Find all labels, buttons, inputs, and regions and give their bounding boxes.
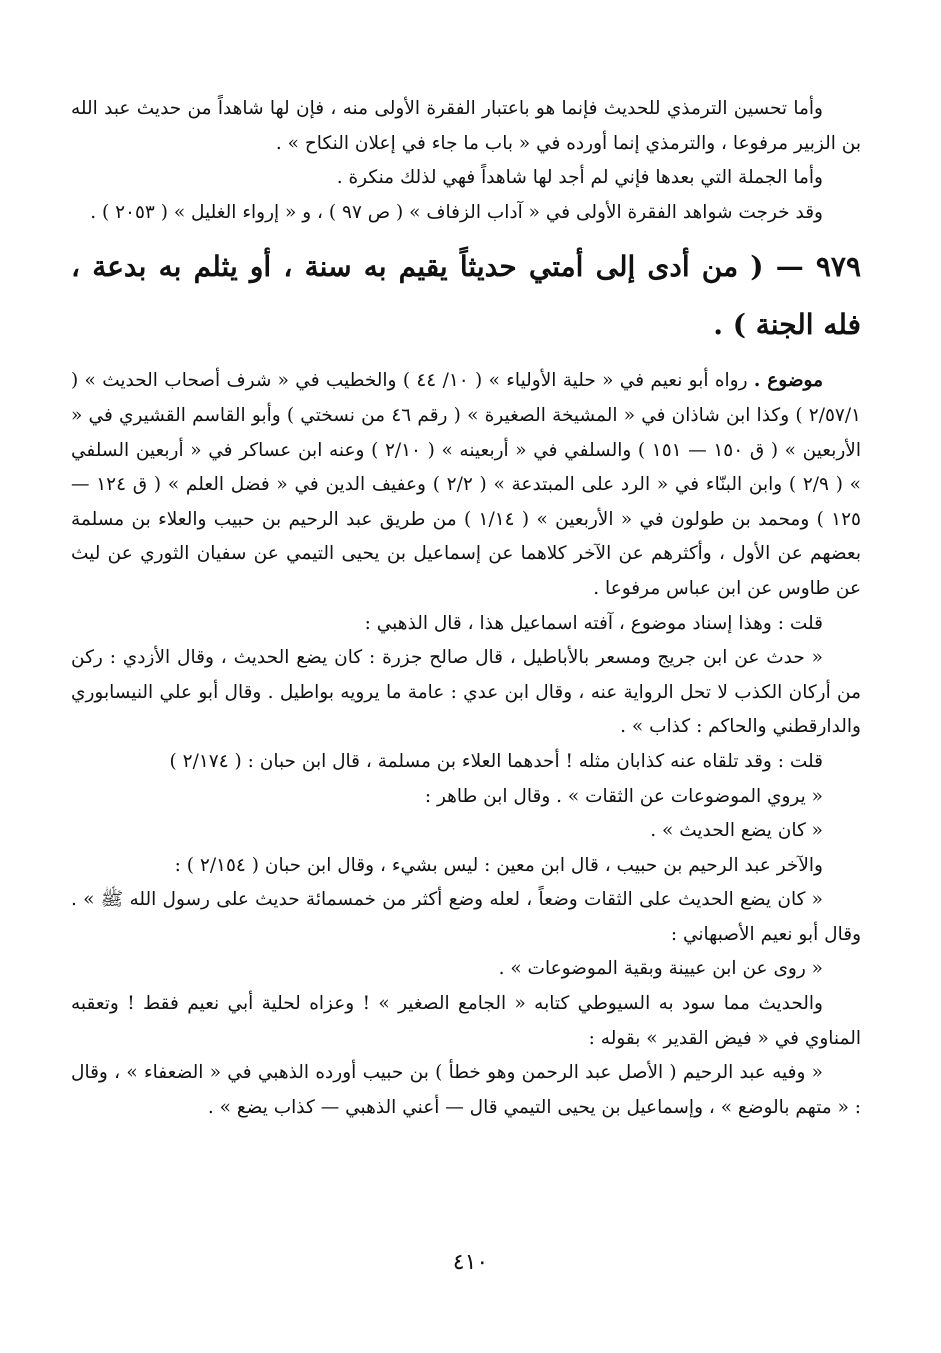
quote: « يروي الموضوعات عن الثقات » . وقال ابن طاهر : — [424, 785, 823, 807]
quote: « وفيه عبد الرحيم ( الأصل عبد الرحمن وهو خطأ ) بن حبيب أورده الذهبي في « الضعفاء » ، وقال : « متهم بالوضع » ، وإسماعيل بن يحيى التيمي قال — أعني الذهبي — كذاب يضع » . — [71, 1062, 861, 1118]
paragraph — [71, 364, 861, 606]
paragraph-text: رواه أبو نعيم في « حلية الأولياء » ( ١٠/ ٤٤ ) والخطيب في « شرف أصحاب الحديث » ( ٢/٥٧/١ ) وكذا ابن شاذان في « المشيخة الصغيرة » ( رقم ٤٦ من نسختي ) وأبو القاسم القشيري في « الأربعين » ( ق ١٥٠ — ١٥١ ) والسلفي في « أربعينه » ( ٢/١٠ ) وعنه ابن عساكر في « أربعين السلفي » ( ٢/٩ ) وابن البنّاء في « الرد على المبتدعة » ( ٢/٢ ) وعفيف الدين في « فضل العلم » ( ق ١٢٤ — ١٢٥ ) ومحمد بن طولون في « الأربعين » ( ١/١٤ ) من طريق عبد الرحيم بن حبيب والعلاء بن مسلمة بعضهم عن الأول ، وأكثرهم عن الآخر كلاهما عن إسماعيل بن يحيى التيمي عن سفيان الثوري عن ليث عن طاوس عن ابن عباس مرفوعا . — [71, 370, 861, 599]
hadith-text: ( من أدى إلى أمتي حديثاً يقيم به سنة ، أو يثلم به بدعة ، فله الجنة ) . — [71, 250, 861, 342]
quote: « كان يضع الحديث » . — [650, 820, 823, 842]
paragraph: وأما الجملة التي بعدها فإني لم أجد لها شاهداً فهي لذلك منكرة . — [336, 167, 823, 189]
hadith-grade: موضوع . — [753, 370, 824, 392]
hadith-dash: — — [775, 250, 804, 284]
paragraph: والحديث مما سود به السيوطي كتابه « الجامع الصغير » ! وعزاه لحلية أبي نعيم فقط ! وتعقبه المناوي في « فيض القدير » بقوله : — [71, 993, 861, 1049]
page-body — [71, 92, 861, 1125]
paragraph: قلت : وهذا إسناد موضوع ، آفته اسماعيل هذا ، قال الذهبي : — [364, 612, 823, 634]
paragraph: قلت : وقد تلقاه عنه كذابان مثله ! أحدهما العلاء بن مسلمة ، قال ابن حبان : ( ٢/١٧٤ ) — [169, 750, 823, 772]
paragraph: وقد خرجت شواهد الفقرة الأولى في « آداب الزفاف » ( ص ٩٧ ) ، و « إرواء الغليل » ( ٢٠٥٣ ) . — [90, 201, 823, 223]
paragraph: والآخر عبد الرحيم بن حبيب ، قال ابن معين : ليس بشيء ، وقال ابن حبان ( ٢/١٥٤ ) : — [174, 854, 823, 876]
hadith-number: ٩٧٩ — [815, 250, 862, 284]
hadith-heading — [71, 238, 861, 354]
page-number: ٤١٠ — [452, 1250, 489, 1275]
quote: « كان يضع الحديث على الثقات وضعاً ، لعله وضع أكثر من خمسمائة حديث على رسول الله ﷺ » . وقال أبو نعيم الأصبهاني : — [71, 889, 861, 945]
paragraph: وأما تحسين الترمذي للحديث فإنما هو باعتبار الفقرة الأولى منه ، فإن لها شاهداً من حديث عبد الله بن الزبير مرفوعا ، والترمذي إنما أورده في « باب ما جاء في إعلان النكاح » . — [71, 98, 861, 154]
quote: « روى عن ابن عيينة وبقية الموضوعات » . — [498, 958, 823, 980]
quote: « حدث عن ابن جريج ومسعر بالأباطيل ، قال صالح جزرة : كان يضع الحديث ، وقال الأزدي : ركن من أركان الكذب لا تحل الرواية عنه ، وقال ابن عدي : عامة ما يرويه بواطيل . وقال أبو علي النيسابوري والدارقطني والحاكم : كذاب » . — [71, 647, 861, 738]
